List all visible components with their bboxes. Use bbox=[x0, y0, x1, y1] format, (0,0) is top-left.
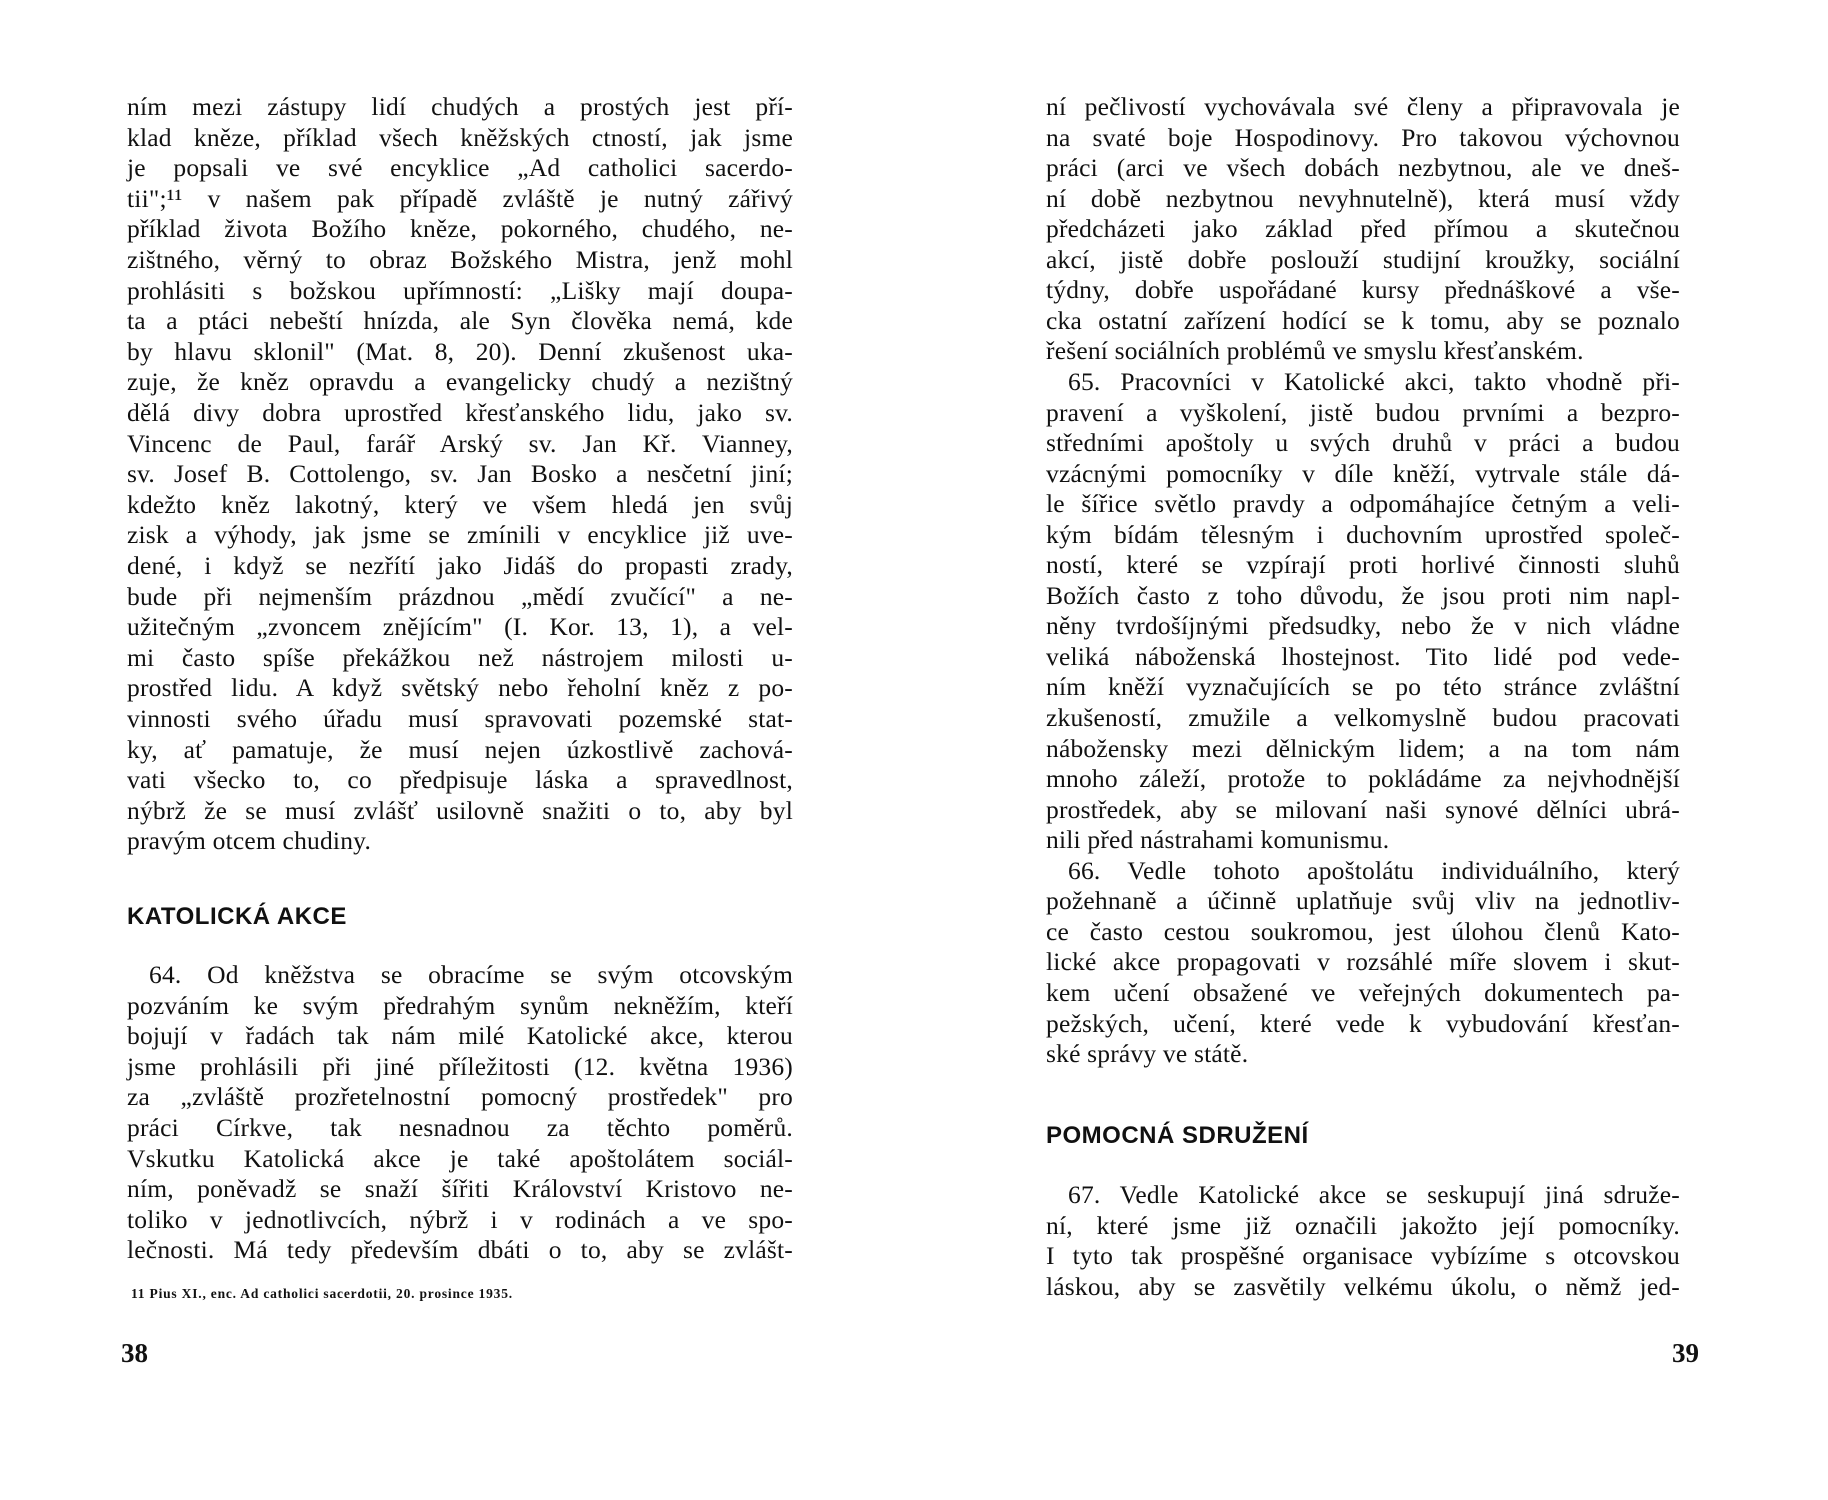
text-line: vzácnými pomocníky v díle kněží, vytrvale stále dá- bbox=[1046, 458, 1680, 488]
text-line: 64. Od kněžstva se obracíme se svým otcovským bbox=[149, 960, 793, 989]
footnote: 11 Pius XI., enc. Ad catholici sacerdotii, 20. prosince 1935. bbox=[131, 1286, 513, 1301]
text-line: týdny, dobře uspořádané kursy přednáškové a vše- bbox=[1046, 275, 1680, 305]
text-line: předcházeti jako základ před přímou a skutečnou bbox=[1046, 214, 1680, 244]
text-line: lečnosti. Má tedy především dbáti o to, aby se zvlášt- bbox=[127, 1235, 793, 1265]
text-line: zištného, věrný to obraz Božského Mistra, jenž mohl bbox=[127, 245, 793, 274]
text-line: středními apoštoly u svých druhů v práci a budou bbox=[1046, 428, 1680, 458]
text-line: řešení sociálních problémů ve smyslu křesťanském. bbox=[1046, 336, 1584, 366]
text-line: ní době nezbytnou nevyhnutelně), která musí vždy bbox=[1046, 183, 1680, 213]
text-line: vati všecko to, co předpisuje láska a spravedlnost, bbox=[127, 765, 793, 795]
text-line: toliko v jednotlivcích, nýbrž i v rodinách a ve spo- bbox=[127, 1204, 793, 1234]
text-line: práci Církve, tak nesnadnou za těchto poměrů. bbox=[127, 1113, 793, 1142]
section-heading-pomocna-sdruzeni: POMOCNÁ SDRUŽENÍ bbox=[1046, 1122, 1309, 1149]
text-line: kým bídám tělesným i duchovním uprostřed společ- bbox=[1046, 519, 1680, 549]
text-line: zkušeností, zmužile a velkomyslně budou pracovati bbox=[1046, 703, 1680, 732]
text-line: nýbrž že se musí zvlášť usilovně snažiti o to, aby byl bbox=[127, 795, 793, 825]
text-line: 65. Pracovníci v Katolické akci, takto vhodně při- bbox=[1068, 366, 1680, 396]
text-line: dělá divy dobra uprostřed křesťanského lidu, jako sv. bbox=[127, 398, 793, 427]
text-line: ské správy ve státě. bbox=[1046, 1039, 1249, 1069]
text-line: pravení a vyškolení, jistě budou prvními a bezpro- bbox=[1046, 397, 1680, 427]
text-line: mnoho záleží, protože to pokládáme za nejvhodnější bbox=[1046, 764, 1680, 794]
text-line: I tyto tak prospěšné organisace vybízíme s otcovskou bbox=[1046, 1241, 1680, 1271]
text-line: Božích často z toho důvodu, že jsou proti nim napl- bbox=[1046, 580, 1680, 610]
text-line: sv. Josef B. Cottolengo, sv. Jan Bosko a nesčetní jiní; bbox=[127, 459, 793, 489]
text-line: tii";¹¹ v našem pak případě zvláště je nutný zářivý bbox=[127, 183, 793, 213]
text-line: veliká náboženská lhostejnost. Tito lidé pod vede- bbox=[1046, 641, 1680, 671]
text-line: ností, které se vzpírají proti horlivé činnosti sluhů bbox=[1046, 550, 1680, 580]
text-line: akcí, jistě dobře poslouží studijní kroužky, sociální bbox=[1046, 244, 1680, 274]
text-line: láskou, aby se zasvětily velkému úkolu, o němž jed- bbox=[1046, 1271, 1680, 1301]
text-line: zisk a výhody, jak jsme se zmínili v encyklice již uve- bbox=[127, 520, 793, 550]
text-line: za „zvláště prozřetelnostní pomocný prostředek" pro bbox=[127, 1082, 793, 1112]
text-line: bojují v řadách tak nám milé Katolické akce, kterou bbox=[127, 1021, 793, 1051]
section-heading-katolicka-akce: KATOLICKÁ AKCE bbox=[127, 903, 347, 930]
text-line: zuje, že kněz opravdu a evangelicky chudý a nezištný bbox=[127, 367, 793, 397]
text-line: by hlavu sklonil" (Mat. 8, 20). Denní zkušenost ukа- bbox=[127, 336, 793, 366]
text-line: ní, které jsme již označili jakožto její pomocníky. bbox=[1046, 1210, 1680, 1240]
page-number-right: 39 bbox=[1672, 1338, 1699, 1368]
text-line: mi často spíše překážkou než nástrojem milosti u- bbox=[127, 642, 793, 672]
text-line: ky, ať pamatuje, že musí nejen úzkostlivě zachová- bbox=[127, 734, 793, 764]
text-line: prostředek, aby se milovaní naši synové dělníci ubrá- bbox=[1046, 794, 1680, 824]
text-line: užitečným „zvoncem znějícím" (I. Kor. 13, 1), a vel- bbox=[127, 612, 793, 642]
text-line: kdežto kněz lakotný, který ve všem hledá jen svůj bbox=[127, 489, 793, 519]
text-line: klad kněze, příklad všech kněžských ctností, jak jsme bbox=[127, 122, 793, 152]
text-line: ce často cestou soukromou, jest úlohou členů Kato- bbox=[1046, 916, 1680, 946]
text-line: bude při nejmenším prázdnou „mědí zvučící" a ne- bbox=[127, 581, 793, 611]
text-line: prohlásiti s božskou upřímností: „Lišky mají doupa- bbox=[127, 275, 793, 305]
text-line: nili před nástrahami komunismu. bbox=[1046, 825, 1390, 855]
text-line: jsme prohlásili při jiné příležitosti (12. května 1936) bbox=[127, 1051, 793, 1081]
text-line: ním kněží vyznačujících se po této stránce zvláštní bbox=[1046, 672, 1680, 702]
text-line: prostřed lidu. A když světský nebo řeholní kněz z po- bbox=[127, 673, 793, 703]
text-line: 67. Vedle Katolické akce se seskupují jiná sdruže- bbox=[1068, 1180, 1680, 1209]
text-line: požehnaně a účinně uplatňuje svůj vliv na jednotliv- bbox=[1046, 886, 1680, 916]
text-line: Vincenc de Paul, farář Arský sv. Jan Kř. Vianney, bbox=[127, 428, 793, 458]
text-line: pozváním ke svým předrahým synům nekněžím, kteří bbox=[127, 990, 793, 1020]
text-line: práci (arci ve všech dobách nezbytnou, ale ve dneš- bbox=[1046, 153, 1680, 183]
right-page bbox=[914, 0, 1828, 1500]
text-line: cka ostatní zařízení hodící se k tomu, aby se poznalo bbox=[1046, 305, 1680, 335]
page-number-left: 38 bbox=[121, 1338, 148, 1368]
text-line: ta a ptáci nebeští hnízda, ale Syn člověka nemá, kde bbox=[127, 306, 793, 336]
text-line: je popsali ve své encyklice „Ad catholici sacerdo- bbox=[127, 153, 793, 183]
text-line: vinnosti svého úřadu musí spravovati pozemské stat- bbox=[127, 704, 793, 733]
text-line: něny tvrdošíjnými předsudky, nebo že v nich vládne bbox=[1046, 611, 1680, 641]
text-line: ním mezi zástupy lidí chudých a prostých jest pří- bbox=[127, 92, 793, 121]
text-line: le šířice světlo pravdy a odpomáhajíce četným a veli- bbox=[1046, 489, 1680, 519]
text-line: příklad života Božího kněze, pokorného, chudého, ne- bbox=[127, 214, 793, 244]
text-line: ním, poněvadž se snaží šířiti Království Kristovo ne- bbox=[127, 1174, 793, 1204]
text-line: nábožensky mezi dělnickým lidem; a na tom nám bbox=[1046, 733, 1680, 763]
text-line: Vskutku Katolická akce je také apoštolátem sociál- bbox=[127, 1143, 793, 1173]
text-line: ní pečlivostí vychovávala své členy a připravovala je bbox=[1046, 92, 1680, 121]
text-line: dené, i když se nezřítí jako Jidáš do propasti zrady, bbox=[127, 551, 793, 580]
text-line: 66. Vedle tohoto apoštolátu individuálního, který bbox=[1068, 855, 1680, 885]
text-line: pežských, učení, které vede k vybudování křesťan- bbox=[1046, 1008, 1680, 1038]
text-line: na svaté boje Hospodinovy. Pro takovou výchovnou bbox=[1046, 122, 1680, 152]
text-line: kem učení obsažené ve veřejných dokumentech pa- bbox=[1046, 977, 1680, 1007]
text-line: pravým otcem chudiny. bbox=[127, 826, 372, 856]
text-line: lické akce propagovati v rozsáhlé míře slovem i skut- bbox=[1046, 947, 1680, 977]
